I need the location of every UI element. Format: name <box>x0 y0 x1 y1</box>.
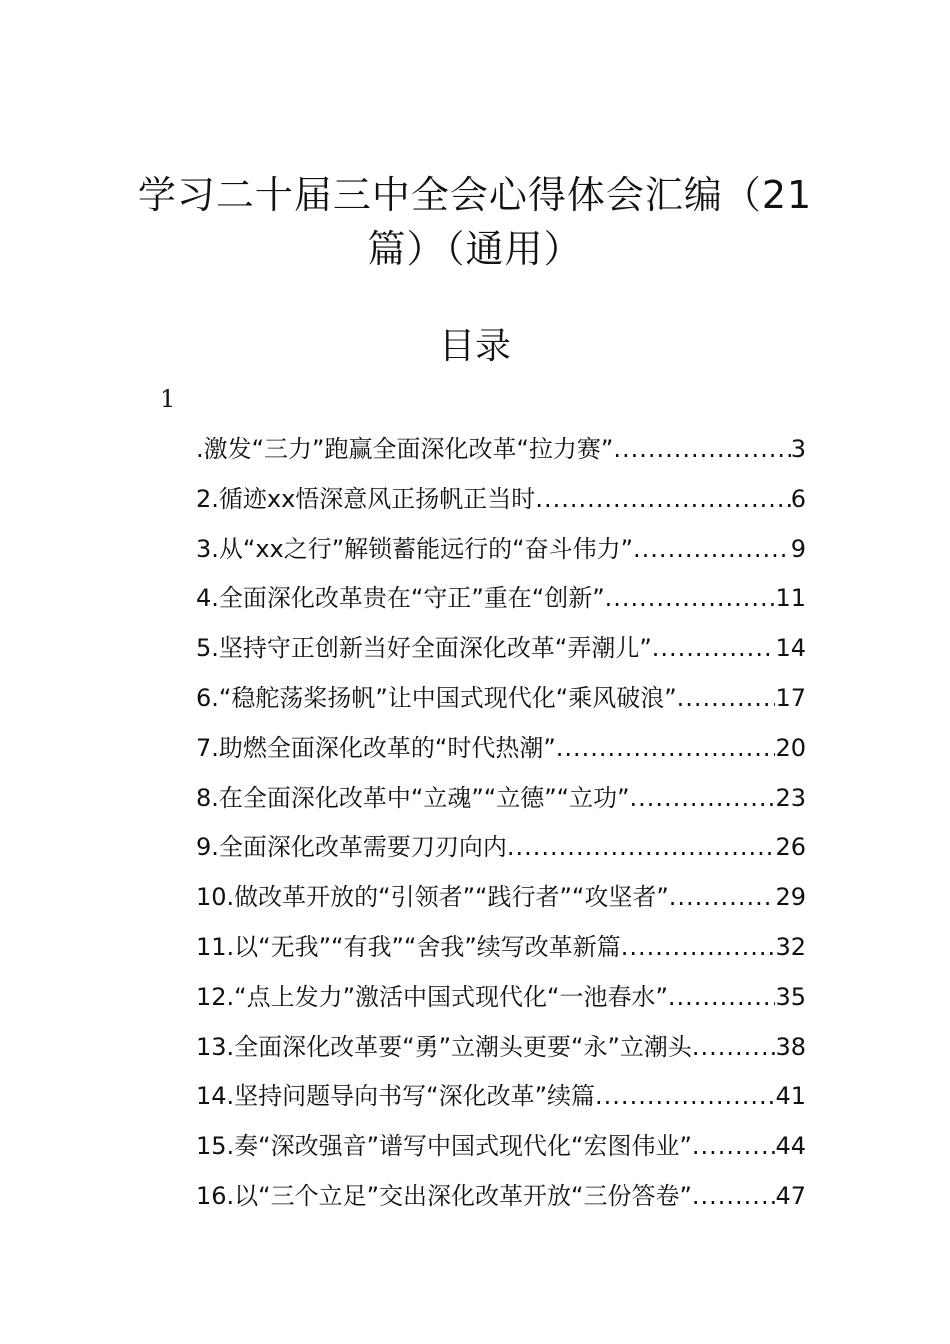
toc-entry-title: 3.从“xx之行”解锁蓄能远行的“奋斗伟力” <box>196 534 634 563</box>
toc-entry-page-number: 29 <box>775 883 806 912</box>
toc-entry-title: 6.“稳舵荡桨扬帆”让中国式现代化“乘风破浪” <box>196 683 677 712</box>
toc-dot-leader <box>595 1072 775 1122</box>
toc-entry-page-number: 23 <box>775 783 806 812</box>
toc-entry-page-number: 3 <box>790 435 806 463</box>
toc-dot-leader <box>669 873 776 923</box>
toc-dot-leader <box>535 475 790 525</box>
toc-entry-title: 9.全面深化改革需要刀刃向内 <box>196 833 507 862</box>
toc-entry[interactable] <box>196 823 806 873</box>
toc-entry[interactable] <box>196 574 806 624</box>
toc-entry-page-number: 14 <box>775 634 806 663</box>
toc-heading: 目录 <box>438 326 511 367</box>
toc-entry-title: .激发“三力”跑赢全面深化改革“拉力赛” <box>196 435 614 463</box>
toc-entry-title: 5.坚持守正创新当好全面深化改革“弄潮儿” <box>196 634 652 663</box>
toc-entry[interactable] <box>196 973 806 1023</box>
toc-entry[interactable] <box>196 525 806 575</box>
toc-dot-leader <box>652 624 776 674</box>
toc-entry-title: 8.在全面深化改革中“立魂”“立德”“立功” <box>196 783 630 812</box>
toc-entry[interactable] <box>196 1122 806 1172</box>
document-title: 学习二十届三中全会心得体会汇编（21篇）（通用） <box>137 173 813 271</box>
toc-entry-page-number: 44 <box>775 1132 806 1161</box>
toc-dot-leader <box>692 1023 776 1073</box>
toc-entry-page-number: 47 <box>775 1181 806 1210</box>
toc-entry-page-number: 17 <box>775 683 806 712</box>
toc-entry-title: 2.循迹xx悟深意风正扬帆正当时 <box>196 484 536 513</box>
toc-entry-page-number: 38 <box>775 1032 806 1061</box>
toc-entry-page-number: 20 <box>775 733 806 762</box>
toc-dot-leader <box>633 525 791 575</box>
toc-dot-leader <box>621 923 776 973</box>
toc-entry-title: 14.坚持问题导向书写“深化改革”续篇 <box>196 1082 596 1111</box>
toc-entry[interactable] <box>196 724 806 774</box>
toc-entry-page-number: 26 <box>775 833 806 862</box>
toc-dot-leader <box>556 724 776 774</box>
toc-dot-leader <box>668 973 776 1023</box>
toc-dot-leader <box>507 823 776 873</box>
toc-dot-leader <box>692 1172 776 1222</box>
toc-dot-leader <box>613 425 790 475</box>
toc-dot-leader <box>630 774 776 824</box>
toc-entry[interactable] <box>196 624 806 674</box>
toc-entry-title: 7.助燃全面深化改革的“时代热潮” <box>196 733 556 762</box>
toc-entry-page-number: 41 <box>775 1082 806 1111</box>
toc-entry[interactable] <box>196 425 806 475</box>
toc-entry-page-number: 32 <box>775 932 806 961</box>
toc-dot-leader <box>605 574 776 624</box>
toc-entry[interactable] <box>196 774 806 824</box>
toc-entry-title: 15.奏“深改强音”谱写中国式现代化“宏图伟业” <box>196 1132 692 1161</box>
toc-entry[interactable] <box>196 923 806 973</box>
toc-entry-page-number: 35 <box>775 982 806 1011</box>
toc-entry-title: 4.全面深化改革贵在“守正”重在“创新” <box>196 584 605 613</box>
toc-entry-title: 10.做改革开放的“引领者”“践行者”“攻坚者” <box>196 883 669 912</box>
toc-entry-page-number: 9 <box>790 534 806 563</box>
toc-dot-leader <box>677 674 776 724</box>
toc-entry[interactable] <box>196 674 806 724</box>
toc-entry-title: 16.以“三个立足”交出深化改革开放“三份答卷” <box>196 1181 692 1210</box>
toc-entry-title: 12.“点上发力”激活中国式现代化“一池春水” <box>196 982 668 1011</box>
toc-entry-page-number: 11 <box>775 584 806 613</box>
toc-entry-title: 13.全面深化改革要“勇”立潮头更要“永”立潮头 <box>196 1032 692 1061</box>
toc-dot-leader <box>692 1122 776 1172</box>
table-of-contents <box>196 425 806 1222</box>
toc-entry-title: 11.以“无我”“有我”“舍我”续写改革新篇 <box>196 932 621 961</box>
toc-entry[interactable] <box>196 873 806 923</box>
toc-entry-page-number: 6 <box>790 484 806 513</box>
toc-entry[interactable] <box>196 1023 806 1073</box>
toc-entry[interactable] <box>196 1072 806 1122</box>
page-marker: 1 <box>160 385 176 413</box>
toc-entry[interactable] <box>196 1172 806 1222</box>
toc-entry[interactable] <box>196 475 806 525</box>
